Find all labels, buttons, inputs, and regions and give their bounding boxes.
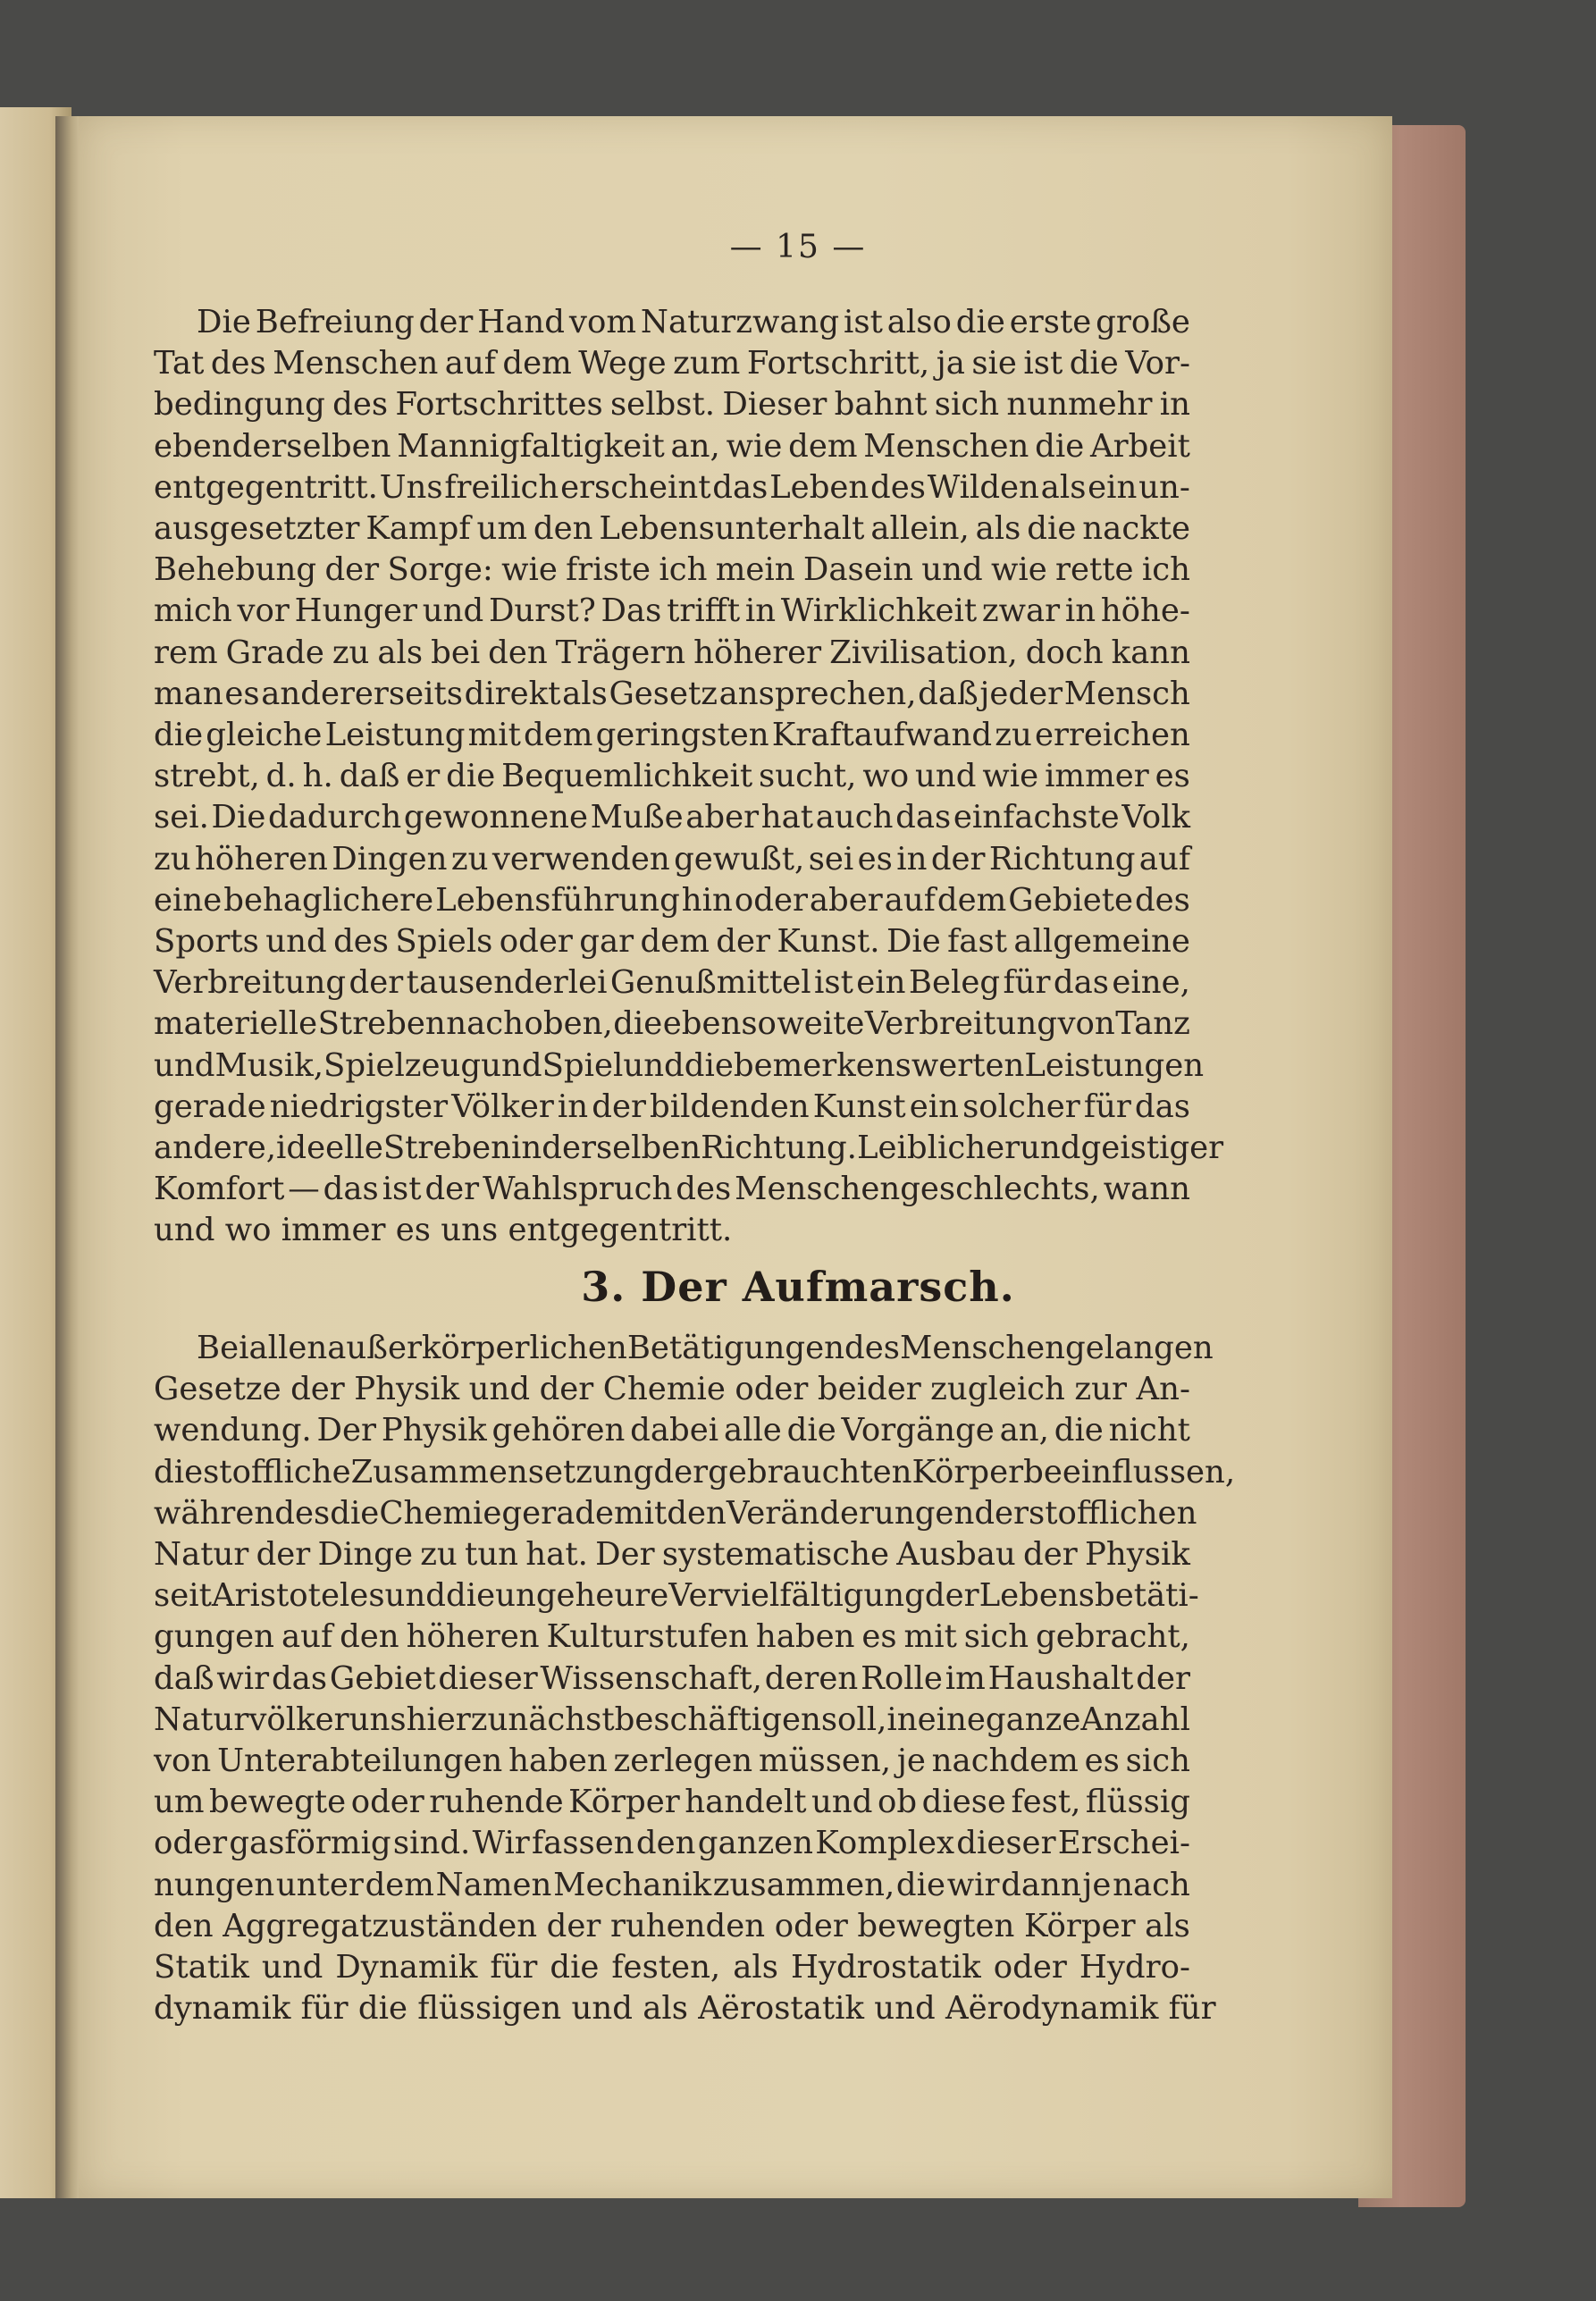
- text-line: ausgesetzter Kampf um den Lebensunterhalt allein, als die nackte: [154, 510, 1190, 548]
- text-line: ebenderselben Mannigfaltigkeit an, wie dem Menschen die Arbeit: [154, 427, 1190, 465]
- text-line: andere, ideelle Streben in derselben Richtung. Leiblicher und geistiger: [154, 1130, 1224, 1167]
- text-line: Die Befreiung der Hand vom Naturzwang ist also die erste große: [197, 304, 1190, 340]
- text-line: Gesetze der Physik und der Chemie oder beider zugleich zur An-: [154, 1371, 1190, 1408]
- text-line: und wo immer es uns entgegentritt.: [154, 1212, 733, 1249]
- text-line: materielle Streben nach oben, die ebenso weite Verbreitung von Tanz: [154, 1005, 1190, 1043]
- text-line: eine behaglichere Lebensführung hin oder aber auf dem Gebiete des: [154, 881, 1190, 919]
- text-line: mich vor Hunger und Durst? Das trifft in Wirklichkeit zwar in höhe-: [154, 592, 1190, 630]
- text-line: wendung. Der Physik gehören dabei alle die Vorgänge an, die nicht: [154, 1412, 1190, 1449]
- text-line: seit Aristoteles und die ungeheure Vervielfältigung der Lebensbetäti-: [154, 1577, 1199, 1615]
- text-line: den Aggregatzuständen der ruhenden oder bewegten Körper als: [154, 1907, 1190, 1944]
- text-line: Behebung der Sorge: wie friste ich mein Dasein und wie rette ich: [154, 551, 1190, 589]
- text-line: man es andererseits direkt als Gesetz ansprechen, daß jeder Mensch: [154, 675, 1190, 712]
- text-line: nungen unter dem Namen Mechanik zusammen, die wir dann je nach: [154, 1866, 1190, 1903]
- text-line: rem Grade zu als bei den Trägern höherer Zivilisation, doch kann: [154, 634, 1190, 671]
- text-line: Komfort — das ist der Wahlspruch des Menschengeschlechts, wann: [154, 1171, 1190, 1208]
- text-line: gungen auf den höheren Kulturstufen haben es mit sich gebracht,: [154, 1618, 1190, 1656]
- text-line: Natur der Dinge zu tun hat. Der systematische Ausbau der Physik: [154, 1536, 1190, 1574]
- text-line: die gleiche Leistung mit dem geringsten Kraftaufwand zu erreichen: [154, 717, 1190, 754]
- text-line: Bei allen außerkörperlichen Betätigungen des Menschen gelangen: [197, 1330, 1214, 1366]
- paragraph-2: [154, 1328, 1236, 2029]
- text-line: und Musik, Spielzeug und Spiel und die bemerkenswerten Leistungen: [154, 1046, 1205, 1084]
- text-line: Sports und des Spiels oder gar dem der Kunst. Die fast allgemeine: [154, 923, 1190, 961]
- text-line: die stoffliche Zusammensetzung der gebrauchten Körper beeinflussen,: [154, 1453, 1236, 1491]
- text-line: dynamik für die flüssigen und als Aërostatik und Aërodynamik für: [154, 1990, 1216, 2028]
- section-heading: 3. Der Aufmarsch.: [581, 1263, 1015, 1311]
- text-line: gerade niedrigster Völker in der bildenden Kunst ein solcher für das: [154, 1088, 1190, 1125]
- text-line: von Unterabteilungen haben zerlegen müssen, je nachdem es sich: [154, 1743, 1190, 1780]
- text-line: zu höheren Dingen zu verwenden gewußt, sei es in der Richtung auf: [154, 840, 1190, 878]
- paragraph-1: [154, 302, 1224, 1252]
- page-number: — 15 —: [729, 229, 867, 265]
- text-line: um bewegte oder ruhende Körper handelt und ob diese fest, flüssig: [154, 1784, 1190, 1821]
- text-line: strebt, d. h. daß er die Bequemlichkeit sucht, wo und wie immer es: [154, 758, 1190, 795]
- text-line: sei. Die dadurch gewonnene Muße aber hat auch das einfachste Volk: [154, 799, 1190, 836]
- text-line: oder gasförmig sind. Wir fassen den ganzen Komplex dieser Erschei-: [154, 1825, 1190, 1862]
- text-line: Verbreitung der tausenderlei Genußmittel ist ein Beleg für das eine,: [154, 964, 1190, 1002]
- text-line: Naturvölker uns hier zunächst beschäftigen soll, in eine ganze Anzahl: [154, 1701, 1190, 1738]
- text-line: während es die Chemie gerade mit den Veränderungen der stofflichen: [154, 1494, 1197, 1532]
- text-line: Statik und Dynamik für die festen, als Hydrostatik oder Hydro-: [154, 1949, 1190, 1986]
- text-line: daß wir das Gebiet dieser Wissenschaft, deren Rolle im Haushalt der: [154, 1659, 1190, 1697]
- text-line: bedingung des Fortschrittes selbst. Dieser bahnt sich nunmehr in: [154, 386, 1190, 424]
- text-line: entgegentritt. Uns freilich erscheint das Leben des Wilden als ein un-: [154, 468, 1190, 506]
- text-line: Tat des Menschen auf dem Wege zum Fortschritt, ja sie ist die Vor-: [154, 345, 1190, 382]
